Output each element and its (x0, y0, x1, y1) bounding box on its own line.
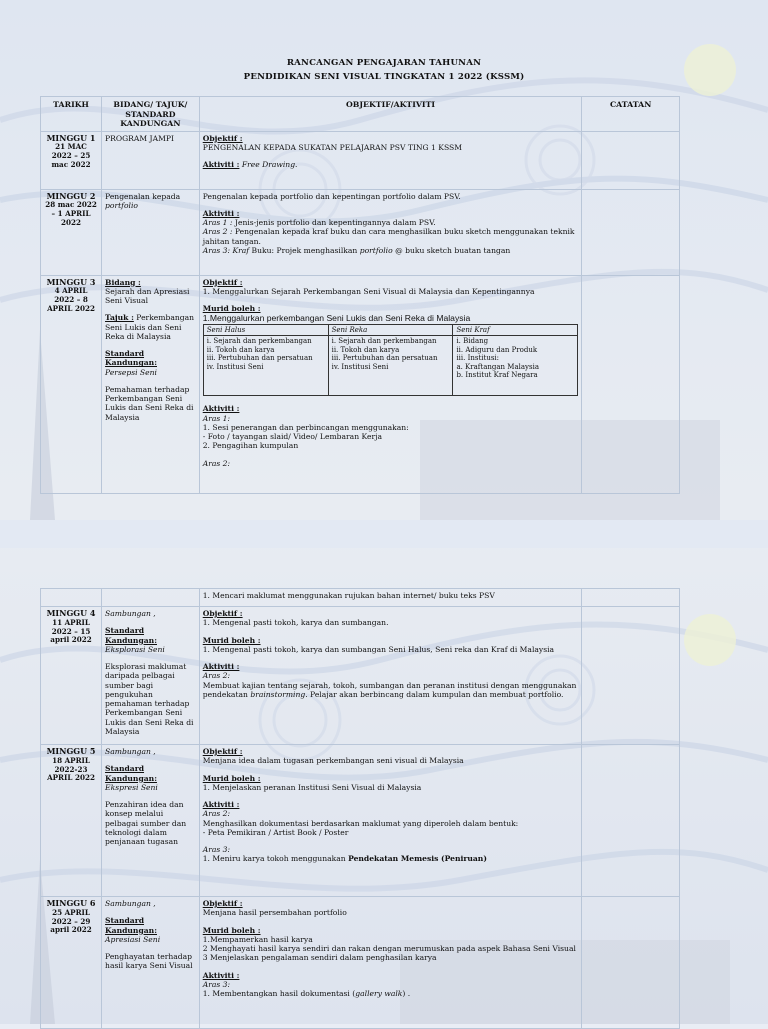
murid-boleh-text: 1. Menjelaskan peranan Institusi Seni Visual di Malaysia (202, 782, 422, 792)
week-label: MINGGU 6 (46, 898, 96, 908)
week-label: MINGGU 5 (46, 746, 96, 756)
aras-2-label: Aras 2: (202, 458, 231, 468)
week-date: 25 APRIL 2022 – 29 april 2022 (50, 907, 92, 935)
grid-item: iii. Institusi: (456, 354, 500, 363)
tajuk-label: Tajuk : (105, 313, 134, 323)
aras-3-label: Aras 3: (202, 845, 231, 854)
header-objektif: OBJEKTIF/AKTIVITI (199, 97, 582, 132)
standard-kandungan-text: Apresiasi Seni (105, 934, 161, 944)
murid-boleh-line: 1.Mempamerkan hasil karya (202, 934, 313, 944)
aras-3-label: Aras 3: (202, 979, 231, 989)
murid-boleh-label: Murid boleh : (202, 925, 261, 935)
aras-1-text: Jenis-jenis portfolio dan kepentingannya dalam PSV. (234, 218, 436, 227)
bidang-description: Penghayatan terhadap hasil karya Seni Visual (105, 952, 193, 971)
week-cell (41, 275, 102, 493)
sambungan-text: Sambungan , (105, 899, 156, 908)
bidang-text: PROGRAM JAMPI (105, 133, 174, 143)
objektif-label: Objektif : (202, 747, 243, 756)
aktiviti-label: Aktiviti : (202, 404, 240, 414)
week-label: MINGGU 4 (46, 608, 96, 618)
sambungan-text: Sambungan , (105, 609, 156, 618)
aras-3-pendekatan: Pendekatan Memesis (Peniruan) (348, 854, 487, 864)
aras-3-text: 1. Membentangkan hasil dokumentasi ( (202, 989, 356, 998)
grid-item: b. Institut Kraf Negara (456, 371, 538, 380)
catatan-cell (582, 275, 680, 493)
objektif-text: 1. Menggalurkan Sejarah Perkembangan Seni Visual di Malaysia dan Kepentingannya (202, 286, 535, 296)
aktiviti-label: Aktiviti : (202, 208, 240, 218)
continuation-text: 1. Mencari maklumat menggunakan rujukan bahan internet/ buku teks PSV (202, 591, 495, 600)
bidang-portfolio: portfolio (105, 200, 138, 210)
grid-col-seni-reka (328, 336, 453, 396)
grid-item: i. Sejarah dan perkembangan (206, 337, 312, 346)
aras-2-label: Aras 2: (202, 809, 231, 819)
bidang-text: Pengenalan kepada (105, 191, 181, 201)
document-page-2 (0, 548, 768, 1024)
catatan-cell (582, 897, 680, 1029)
objektif-label: Objektif : (202, 899, 243, 908)
objektif-cell (199, 189, 582, 275)
bidang-cell (102, 745, 200, 897)
grid-item: ii. Tokoh dan karya (331, 345, 400, 354)
standard-kandungan-label: Standard Kandungan: (105, 626, 157, 645)
grid-col-seni-halus (203, 336, 328, 396)
objektif-cell (199, 275, 582, 493)
aktiviti-text: Free Drawing. (241, 160, 298, 169)
bidang-cell (102, 607, 200, 745)
standard-kandungan-text: Eksplorasi Seni (105, 644, 165, 654)
grid-item: i. Sejarah dan perkembangan (331, 337, 437, 346)
bidang-label: Bidang : (105, 277, 141, 287)
murid-boleh-text: 1. Mengenal pasti tokoh, karya dan sumbangan Seni Halus, Seni reka dan Kraf di Malaysia (202, 644, 555, 654)
aras-2-line: - Peta Pemikiran / Artist Book / Poster (202, 827, 349, 837)
table-row-minggu-5 (41, 745, 680, 897)
aras-2-text: Membuat kajian tentang sejarah, tokoh, sumbangan dan peranan institusi dengan menggunakan pendekatan (202, 680, 577, 699)
bidang-description: Eksplorasi maklumat daripada pelbagai sumber bagi pengukuhan pemahaman terhadap Perkembangan Seni Lukis dan Seni Reka di Malaysia (105, 662, 194, 736)
week-date: 4 APRIL 2022 – 8 APRIL 2022 (47, 286, 95, 313)
seni-category-grid (203, 324, 579, 397)
catatan-cell (582, 131, 680, 189)
week-date: 21 MAC 2022 – 25 mac 2022 (51, 142, 91, 169)
aktiviti-label: Aktiviti : (202, 662, 240, 671)
catatan-cell (582, 607, 680, 745)
objektif-label: Objektif : (202, 609, 243, 618)
murid-boleh-line: 3 Menjelaskan pengalaman sendiri dalam penghasilan karya (202, 953, 437, 963)
grid-col-seni-kraf (453, 336, 578, 396)
objektif-text: Menjana idea dalam tugasan perkembangan seni visual di Malaysia (202, 756, 464, 766)
standard-kandungan-text: Ekspresi Seni (105, 782, 158, 792)
aras-2-text-end: . Pelajar akan berbincang dalam kumpulan dan membuat portfolio. (305, 689, 564, 699)
grid-item: iv. Institusi Seni (206, 362, 264, 371)
aras-1-line: - Foto / tayangan slaid/ Video/ Lembaran Kerja (202, 432, 382, 442)
table-row-minggu-2 (41, 189, 680, 275)
bidang-text: Sejarah dan Apresiasi Seni Visual (105, 286, 190, 305)
murid-boleh-line: 2 Menghayati hasil karya sendiri dan rakan dengan merumuskan pada aspek Bahasa Seni Visual (202, 944, 576, 953)
header-bidang: BIDANG/ TAJUK/ STANDARD KANDUNGAN (102, 97, 200, 132)
plan-table-page-2 (40, 588, 680, 1029)
week-date: 18 APRIL 2022-23 APRIL 2022 (47, 755, 95, 783)
standard-kandungan-label: Standard Kandungan: (105, 916, 157, 935)
tajuk-text: Perkembangan Seni Lukis dan Seni Reka di Malaysia (105, 313, 195, 341)
bidang-cell (102, 589, 200, 607)
bidang-description: Penzahiran idea dan konsep melalui pelbagai sumber dan teknologi dalam penjanaan tugasan (105, 800, 187, 846)
week-label: MINGGU 1 (46, 132, 96, 143)
murid-boleh-label: Murid boleh : (202, 635, 261, 645)
objektif-label: Objektif : (202, 133, 243, 143)
week-cell (41, 189, 102, 275)
aras-3-text-end: ) . (402, 989, 411, 998)
table-row-minggu-3 (41, 275, 680, 493)
murid-boleh-label: Murid boleh : (202, 773, 261, 783)
week-label: MINGGU 3 (46, 276, 96, 287)
grid-item: a. Kraftangan Malaysia (456, 362, 539, 371)
grid-item: ii. Tokoh dan karya (206, 345, 275, 354)
objektif-cell (199, 897, 582, 1029)
table-row-minggu-4 (41, 607, 680, 745)
week-cell (41, 897, 102, 1029)
grid-item: ii. Adiguru dan Produk (456, 345, 538, 354)
aras-2-brainstorming: brainstorming (250, 689, 306, 699)
objektif-text: Menjana hasil persembahan portfolio (202, 908, 347, 918)
plan-table-page-1 (40, 96, 680, 494)
aras-1-line: 2. Pengagihan kumpulan (202, 441, 299, 451)
objektif-cell (199, 131, 582, 189)
week-label: MINGGU 2 (46, 190, 96, 201)
catatan-cell (582, 745, 680, 897)
aras-3-portfolio: portfolio (359, 245, 393, 255)
grid-item: i. Bidang (456, 337, 489, 346)
table-header-row (41, 97, 680, 132)
aras-1-label: Aras 1: (202, 413, 231, 423)
aras-2-label: Aras 2 : (202, 227, 233, 237)
standard-kandungan-label: Standard Kandungan: (105, 349, 157, 368)
objektif-text: PENGENALAN KEPADA SUKATAN PELAJARAN PSV TING 1 KSSM (202, 142, 462, 152)
grid-header-seni-halus: Seni Halus (203, 324, 328, 336)
standard-kandungan-label: Standard Kandungan: (105, 764, 157, 783)
header-catatan: CATATAN (582, 97, 680, 132)
catatan-cell (582, 589, 680, 607)
week-cell (41, 607, 102, 745)
header-tarikh: TARIKH (41, 97, 102, 132)
objektif-label: Objektif : (202, 277, 243, 287)
murid-boleh-text: 1.Menggalurkan perkembangan Seni Lukis dan Seni Reka di Malaysia (202, 313, 471, 324)
aras-2-label: Aras 2: (202, 671, 231, 681)
table-row-continuation (41, 589, 680, 607)
document-title: RANCANGAN PENGAJARAN TAHUNAN (286, 58, 482, 68)
bidang-description: Pemahaman terhadap Perkembangan Seni Lukis dan Seni Reka di Malaysia (105, 384, 194, 422)
aras-1-label: Aras 1 : (202, 218, 233, 227)
objektif-cell (199, 589, 582, 607)
table-row-minggu-1 (41, 131, 680, 189)
grid-item: iii. Pertubuhan dan persatuan (331, 354, 438, 363)
bidang-cell (102, 275, 200, 493)
aktiviti-label: Aktiviti : (202, 160, 240, 169)
standard-kandungan-text: Persepsi Seni (105, 367, 157, 377)
objektif-cell (199, 607, 582, 745)
bidang-cell (102, 189, 200, 275)
week-date: 11 APRIL 2022 – 15 april 2022 (50, 617, 92, 645)
week-cell (41, 745, 102, 897)
bidang-cell (102, 897, 200, 1029)
aras-3-text: Buku: Projek menghasilkan (251, 245, 358, 255)
aras-3-text-end: @ buku sketch buatan tangan (395, 245, 511, 255)
grid-header-seni-reka: Seni Reka (328, 324, 453, 336)
murid-boleh-label: Murid boleh : (202, 304, 261, 313)
grid-header-seni-kraf: Seni Kraf (453, 324, 578, 336)
bidang-cell (102, 131, 200, 189)
aras-1-line: 1. Sesi penerangan dan perbincangan menggunakan: (202, 422, 409, 432)
grid-item: iii. Pertubuhan dan persatuan (206, 354, 313, 363)
aktiviti-label: Aktiviti : (202, 970, 240, 980)
aras-3-gallery-walk: gallery walk (355, 989, 403, 998)
sambungan-text: Sambungan , (105, 747, 156, 756)
aras-2-text: Pengenalan kepada kraf buku dan cara menghasilkan buku sketch menggunakan teknik jahitan tangan. (202, 227, 575, 246)
catatan-cell (582, 189, 680, 275)
grid-item: iv. Institusi Seni (331, 362, 389, 371)
aktiviti-label: Aktiviti : (202, 800, 240, 809)
intro-text: Pengenalan kepada portfolio dan kepentingan portfolio dalam PSV. (202, 191, 461, 201)
week-cell (41, 589, 102, 607)
aras-3-label: Aras 3: Kraf (202, 245, 250, 255)
objektif-text: 1. Mengenal pasti tokoh, karya dan sumbangan. (202, 618, 389, 628)
table-row-minggu-6 (41, 897, 680, 1029)
week-date: 28 mac 2022 – 1 APRIL 2022 (45, 200, 97, 227)
week-cell (41, 131, 102, 189)
document-subtitle: PENDIDIKAN SENI VISUAL TINGKATAN 1 2022 (KSSM) (243, 72, 525, 82)
aras-3-text: 1. Meniru karya tokoh menggunakan (202, 854, 346, 864)
objektif-cell (199, 745, 582, 897)
aras-2-line: Menghasilkan dokumentasi berdasarkan maklumat yang diperoleh dalam bentuk: (202, 818, 519, 828)
